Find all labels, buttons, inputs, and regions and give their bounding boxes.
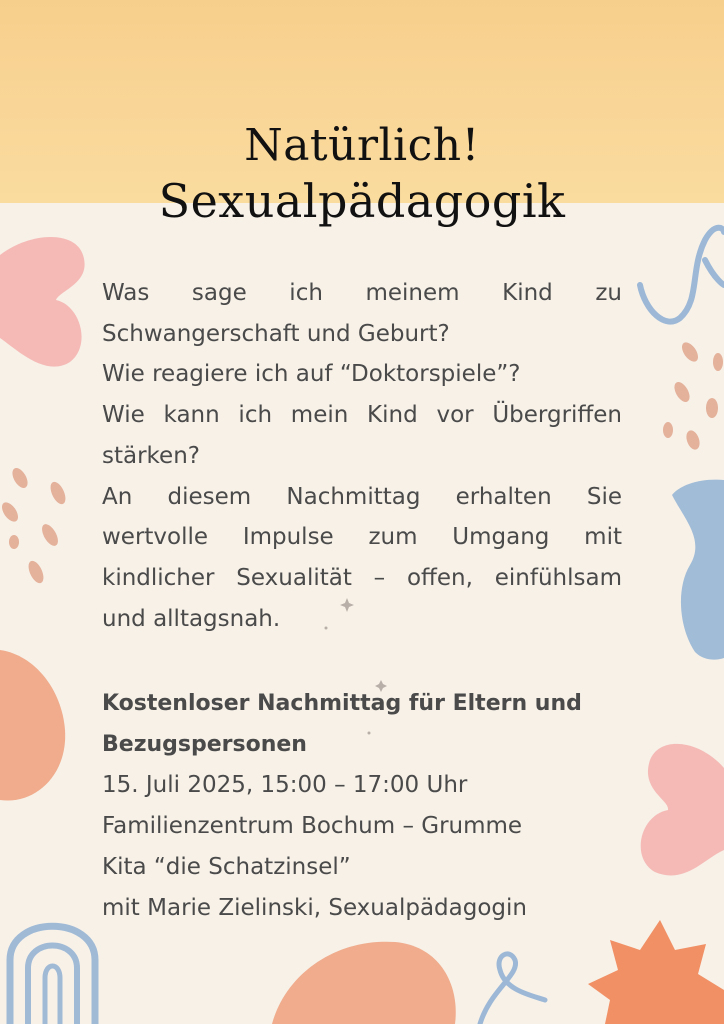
blue-right-shape [672, 480, 724, 660]
intro-question-2: Wie reagiere ich auf “Doktorspiele”? [102, 361, 521, 388]
peach-blob-shape [0, 650, 65, 801]
rainbow-shape [10, 926, 95, 1024]
intro-question-1-line-2: Schwangerschaft und Geburt? [102, 320, 450, 347]
bottom-peach-shape [272, 942, 456, 1024]
intro-question-1-line-1: Was sage ich meinem Kind zu [102, 280, 622, 306]
intro-description-line-3: kindlicher Sexualität – offen, einfühlsam [102, 564, 622, 591]
event-venue: Kita “die Schatzinsel” [102, 854, 351, 880]
blue-squiggle-shape [480, 954, 545, 1024]
event-heading-line-1: Kostenloser Nachmittag für Eltern und [102, 691, 582, 716]
event-speaker: mit Marie Zielinski, Sexualpädagogin [102, 895, 527, 921]
pink-right-shape [641, 744, 724, 876]
page-title-line-2: Sexualpädagogik [158, 174, 566, 228]
intro-question-3-line-1: Wie kann ich mein Kind vor Übergriffen [102, 402, 622, 429]
pink-blob-shape [0, 237, 85, 367]
intro-description-line-2: wertvolle Impulse zum Umgang mit [102, 524, 622, 551]
dots-right-shape [663, 340, 723, 452]
intro-text [102, 273, 622, 639]
intro-question-3-line-2: stärken? [102, 442, 200, 469]
event-location: Familienzentrum Bochum – Grumme [102, 813, 523, 839]
dots-left-shape [0, 465, 69, 585]
event-date-time: 15. Juli 2025, 15:00 – 17:00 Uhr [102, 772, 468, 798]
event-details [102, 683, 642, 929]
orange-star-shape [588, 920, 724, 1024]
intro-description-line-4: und alltagsnah. [102, 605, 281, 632]
blue-curl-shape [640, 228, 724, 322]
event-heading-line-2: Bezugspersonen [102, 732, 307, 757]
page-title-line-1: Natürlich! [244, 120, 480, 171]
intro-description-line-1: An diesem Nachmittag erhalten Sie [102, 483, 622, 510]
